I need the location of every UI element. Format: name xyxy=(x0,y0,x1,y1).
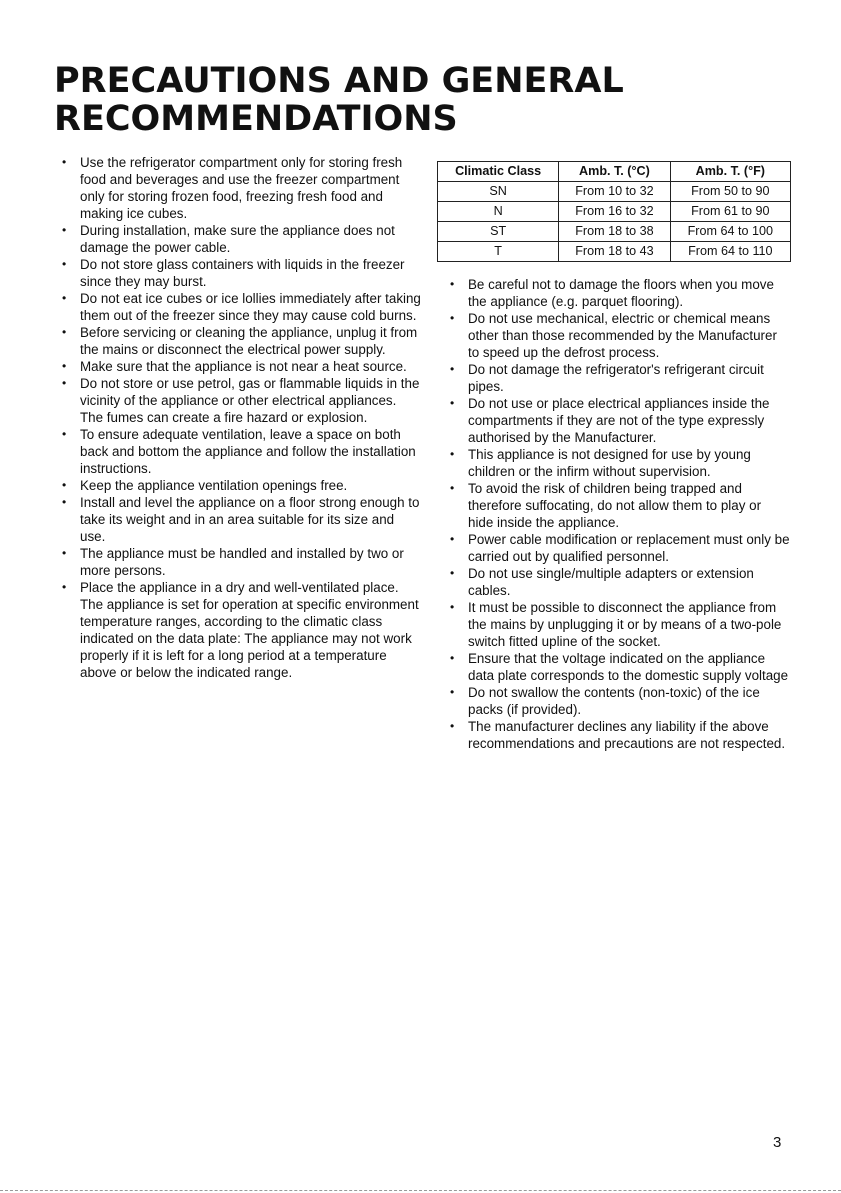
list-item-text: Use the refrigerator compartment only for storing fresh food and beverages and use the freezer compartment only for storing frozen food, freezing fresh food and making ice cubes. xyxy=(80,155,403,221)
list-item-text: During installation, make sure the appliance does not damage the power cable. xyxy=(80,223,395,255)
table-cell: From 16 to 32 xyxy=(559,202,670,222)
table-row xyxy=(438,222,791,242)
footer-divider xyxy=(0,1190,841,1191)
list-item-text: Install and level the appliance on a floor strong enough to take its weight and in an area suitable for its size and use. xyxy=(80,495,420,544)
table-cell: ST xyxy=(438,222,559,242)
right-precautions-list xyxy=(450,276,790,752)
list-item-text: Do not use mechanical, electric or chemical means other than those recommended by the Manufacturer to speed up the defrost process. xyxy=(468,311,777,360)
list-item xyxy=(450,480,790,531)
bullet-icon: • xyxy=(450,719,455,733)
list-item xyxy=(62,324,422,358)
bullet-icon: • xyxy=(62,580,67,594)
list-item xyxy=(62,222,422,256)
list-item xyxy=(62,375,422,426)
list-item xyxy=(450,276,790,310)
list-item xyxy=(62,477,422,494)
list-item-text: It must be possible to disconnect the appliance from the mains by unplugging it or by means of a two-pole switch fitted upline of the socket. xyxy=(468,600,782,649)
bullet-icon: • xyxy=(450,685,455,699)
table-cell: From 61 to 90 xyxy=(670,202,790,222)
bullet-icon: • xyxy=(450,600,455,614)
bullet-icon: • xyxy=(62,155,67,169)
list-item xyxy=(450,718,790,752)
table-header-cell: Amb. T. (°F) xyxy=(670,162,790,182)
list-item-text: Be careful not to damage the floors when you move the appliance (e.g. parquet flooring). xyxy=(468,277,774,309)
table-row xyxy=(438,182,791,202)
list-item-text: Do not damage the refrigerator's refrigerant circuit pipes. xyxy=(468,362,764,394)
list-item xyxy=(62,256,422,290)
bullet-icon: • xyxy=(450,311,455,325)
table-header-row xyxy=(438,162,791,182)
table-cell: From 18 to 38 xyxy=(559,222,670,242)
list-item xyxy=(450,361,790,395)
page-title-line-1: PRECAUTIONS AND GENERAL xyxy=(54,61,624,101)
bullet-icon: • xyxy=(450,277,455,291)
page-number: 3 xyxy=(773,1134,782,1151)
bullet-icon: • xyxy=(450,651,455,665)
right-column xyxy=(450,276,790,752)
list-item xyxy=(62,290,422,324)
bullet-icon: • xyxy=(62,223,67,237)
list-item-text: Before servicing or cleaning the appliance, unplug it from the mains or disconnect the electrical power supply. xyxy=(80,325,418,357)
list-item-text: Power cable modification or replacement must only be carried out by qualified personnel. xyxy=(468,532,790,564)
list-item-text: The manufacturer declines any liability if the above recommendations and precautions are not respected. xyxy=(468,719,786,751)
list-item xyxy=(450,599,790,650)
table-row xyxy=(438,242,791,262)
list-item-text: This appliance is not designed for use by young children or the infirm without supervision. xyxy=(468,447,751,479)
left-column xyxy=(62,154,422,681)
bullet-icon: • xyxy=(62,478,67,492)
list-item xyxy=(62,494,422,545)
list-item-text: Do not store glass containers with liquids in the freezer since they may burst. xyxy=(80,257,405,289)
list-item xyxy=(450,531,790,565)
bullet-icon: • xyxy=(450,447,455,461)
list-item xyxy=(450,446,790,480)
list-item-text: Do not use or place electrical appliances inside the compartments if they are not of the type expressly authorised by the Manufacturer. xyxy=(468,396,770,445)
list-item-text: Do not use single/multiple adapters or extension cables. xyxy=(468,566,754,598)
list-item-text: The appliance must be handled and installed by two or more persons. xyxy=(80,546,404,578)
left-precautions-list xyxy=(62,154,422,681)
table-cell: From 64 to 100 xyxy=(670,222,790,242)
table-cell: T xyxy=(438,242,559,262)
list-item-text: To ensure adequate ventilation, leave a space on both back and bottom the appliance and follow the installation instructions. xyxy=(80,427,416,476)
bullet-icon: • xyxy=(450,396,455,410)
bullet-icon: • xyxy=(62,546,67,560)
list-item xyxy=(62,545,422,579)
page-title xyxy=(54,62,754,138)
list-item xyxy=(450,684,790,718)
table-cell: N xyxy=(438,202,559,222)
bullet-icon: • xyxy=(62,376,67,390)
bullet-icon: • xyxy=(62,495,67,509)
list-item-text: Keep the appliance ventilation openings free. xyxy=(80,478,348,493)
bullet-icon: • xyxy=(62,359,67,373)
bullet-icon: • xyxy=(62,291,67,305)
table-cell: From 18 to 43 xyxy=(559,242,670,262)
bullet-icon: • xyxy=(450,566,455,580)
list-item xyxy=(62,358,422,375)
bullet-icon: • xyxy=(450,362,455,376)
table-cell: From 50 to 90 xyxy=(670,182,790,202)
bullet-icon: • xyxy=(450,481,455,495)
list-item-text: Do not swallow the contents (non-toxic) of the ice packs (if provided). xyxy=(468,685,760,717)
bullet-icon: • xyxy=(62,257,67,271)
table-cell: From 64 to 110 xyxy=(670,242,790,262)
list-item-text: Place the appliance in a dry and well-ventilated place. The appliance is set for operation at specific environment temperature ranges, according to the climatic class indicated on the data plate: The appliance may not work properly if it is left for a long period at a temperature above or below the indicated range. xyxy=(80,580,419,680)
list-item xyxy=(450,565,790,599)
list-item-text: Make sure that the appliance is not near a heat source. xyxy=(80,359,407,374)
list-item xyxy=(62,426,422,477)
bullet-icon: • xyxy=(62,325,67,339)
page-title-line-2: RECOMMENDATIONS xyxy=(54,99,458,139)
list-item xyxy=(450,650,790,684)
list-item-text: Do not eat ice cubes or ice lollies immediately after taking them out of the freezer since they may cause cold burns. xyxy=(80,291,421,323)
list-item-text: Do not store or use petrol, gas or flammable liquids in the vicinity of the appliance or other electrical appliances. The fumes can create a fire hazard or explosion. xyxy=(80,376,420,425)
list-item xyxy=(62,154,422,222)
table-cell: SN xyxy=(438,182,559,202)
bullet-icon: • xyxy=(62,427,67,441)
list-item-text: To avoid the risk of children being trapped and therefore suffocating, do not allow them to play or hide inside the appliance. xyxy=(468,481,762,530)
list-item xyxy=(62,579,422,681)
table-header-cell: Climatic Class xyxy=(438,162,559,182)
table-row xyxy=(438,202,791,222)
climatic-class-table xyxy=(437,161,791,262)
table-header-cell: Amb. T. (°C) xyxy=(559,162,670,182)
list-item xyxy=(450,395,790,446)
list-item xyxy=(450,310,790,361)
bullet-icon: • xyxy=(450,532,455,546)
list-item-text: Ensure that the voltage indicated on the appliance data plate corresponds to the domestic supply voltage xyxy=(468,651,789,683)
table-cell: From 10 to 32 xyxy=(559,182,670,202)
